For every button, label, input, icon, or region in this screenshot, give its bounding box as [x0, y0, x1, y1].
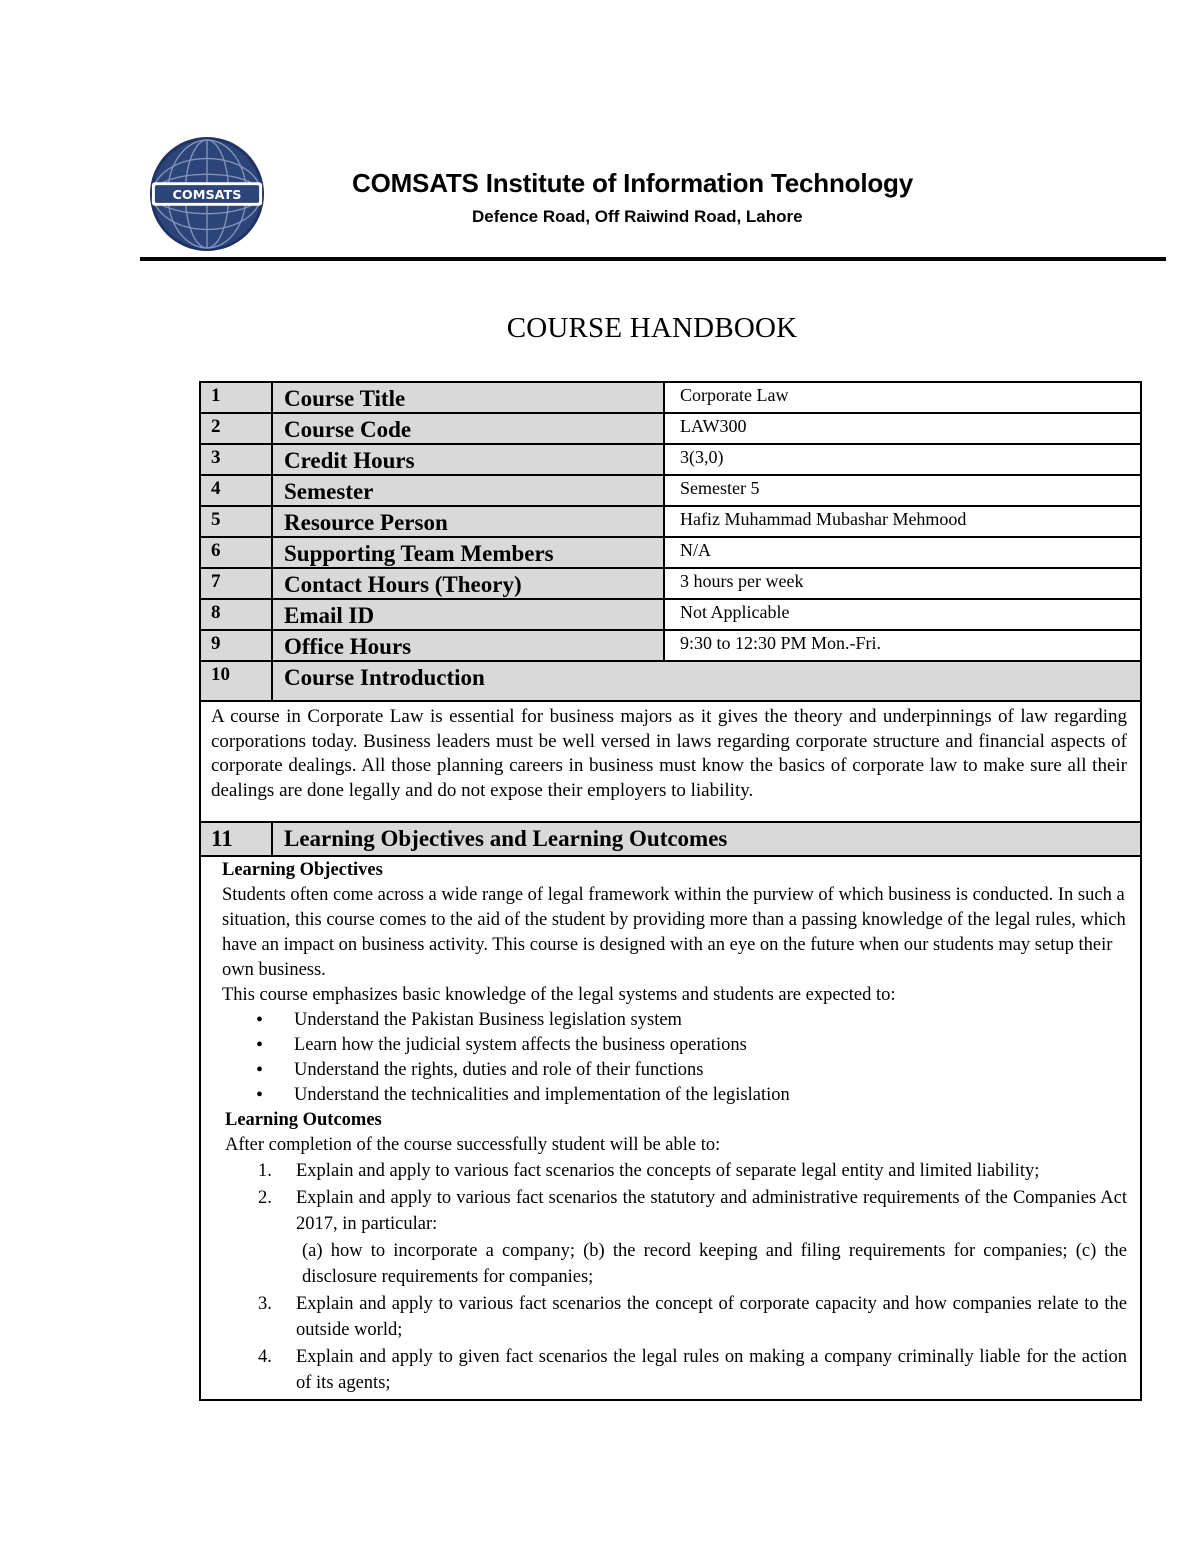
comsats-logo: [148, 135, 266, 253]
table-row: [200, 630, 1141, 661]
row-number: 2: [200, 413, 272, 444]
list-item: [258, 1344, 1127, 1397]
learning-content: [200, 856, 1141, 1400]
list-item: [258, 1185, 1127, 1291]
item-text: Explain and apply to various fact scenarios the statutory and administrative requirements of the Companies Act 2017, in particular:: [296, 1187, 1127, 1234]
item-text: Explain and apply to various fact scenarios the concepts of separate legal entity and limited liability;: [296, 1161, 1040, 1181]
course-introduction-heading: Course Introduction: [272, 661, 1141, 701]
contact-hours-label: Contact Hours (Theory): [272, 568, 664, 599]
contact-hours-value: 3 hours per week: [664, 568, 1141, 599]
table-row: [200, 444, 1141, 475]
resource-person-label: Resource Person: [272, 506, 664, 537]
page-header: [0, 0, 1200, 270]
introduction-row: [200, 701, 1141, 822]
section-number: 11: [200, 822, 272, 856]
table-row: [200, 568, 1141, 599]
course-code-value: LAW300: [664, 413, 1141, 444]
credit-hours-label: Credit Hours: [272, 444, 664, 475]
item-number: 2.: [258, 1187, 272, 1208]
table-row: [200, 537, 1141, 568]
list-item: • Learn how the judicial system affects the business operations: [256, 1033, 1127, 1058]
row-number: 7: [200, 568, 272, 599]
item-subtext: (a) how to incorporate a company; (b) the record keeping and filing requirements for companies; (c) the disclosure requirements for companies;: [302, 1240, 1127, 1287]
email-value: Not Applicable: [664, 599, 1141, 630]
item-text: Explain and apply to various fact scenarios the concept of corporate capacity and how companies relate to the outside world;: [296, 1293, 1127, 1340]
outcomes-subheading: Learning Outcomes: [225, 1110, 382, 1130]
section-number: 10: [200, 661, 272, 701]
header-divider: [140, 257, 1166, 261]
office-hours-value: 9:30 to 12:30 PM Mon.-Fri.: [664, 630, 1141, 661]
institution-name: COMSATS Institute of Information Technology: [352, 168, 913, 198]
objectives-list: [222, 1008, 1127, 1108]
logo-text: COMSATS: [172, 187, 242, 203]
table-row: [200, 413, 1141, 444]
document-title: COURSE HANDBOOK: [506, 312, 798, 344]
course-code-label: Course Code: [272, 413, 664, 444]
table-row: [200, 506, 1141, 537]
list-item: [258, 1158, 1127, 1185]
learning-row: [200, 856, 1141, 1400]
row-number: 9: [200, 630, 272, 661]
row-number: 6: [200, 537, 272, 568]
row-number: 3: [200, 444, 272, 475]
list-item: • Understand the rights, duties and role of their functions: [256, 1058, 1127, 1083]
table-row: [200, 599, 1141, 630]
item-number: 3.: [258, 1293, 272, 1314]
course-title-label: Course Title: [272, 382, 664, 413]
row-number: 8: [200, 599, 272, 630]
credit-hours-value: 3(3,0): [664, 444, 1141, 475]
course-title-value: Corporate Law: [664, 382, 1141, 413]
list-item: [258, 1291, 1127, 1344]
course-details-table: [199, 381, 1142, 1401]
email-label: Email ID: [272, 599, 664, 630]
semester-label: Semester: [272, 475, 664, 506]
institution-address: Defence Road, Off Raiwind Road, Lahore: [472, 207, 803, 226]
row-number: 1: [200, 382, 272, 413]
team-members-label: Supporting Team Members: [272, 537, 664, 568]
objectives-subheading: Learning Objectives: [222, 860, 383, 880]
objectives-lead: This course emphasizes basic knowledge of the legal systems and students are expected to:: [222, 985, 896, 1005]
table-row: [200, 475, 1141, 506]
course-introduction-text: A course in Corporate Law is essential for business majors as it gives the theory and underpinnings of law regarding corporations today. Business leaders must be well versed in laws regarding corporate structure and financial aspects of corporate dealings. All those planning careers in business must know the basics of corporate law to make sure all their dealings are done legally and do not expose their employers to liability.: [200, 701, 1141, 822]
row-number: 4: [200, 475, 272, 506]
table-row: [200, 382, 1141, 413]
outcomes-lead: After completion of the course successfully student will be able to:: [225, 1135, 721, 1155]
item-number: 1.: [258, 1161, 272, 1181]
resource-person-value: Hafiz Muhammad Mubashar Mehmood: [664, 506, 1141, 537]
list-item: • Understand the Pakistan Business legislation system: [256, 1008, 1127, 1033]
learning-objectives-heading: Learning Objectives and Learning Outcomes: [272, 822, 1141, 856]
section-header-row: [200, 661, 1141, 701]
semester-value: Semester 5: [664, 475, 1141, 506]
section-header-row: [200, 822, 1141, 856]
item-text: Explain and apply to given fact scenarios the legal rules on making a company criminally liable for the action of its agents;: [296, 1346, 1127, 1393]
office-hours-label: Office Hours: [272, 630, 664, 661]
row-number: 5: [200, 506, 272, 537]
item-number: 4.: [258, 1346, 272, 1367]
team-members-value: N/A: [664, 537, 1141, 568]
outcomes-list: [222, 1158, 1127, 1397]
objectives-paragraph: Students often come across a wide range of legal framework within the purview of which business is conducted. In such a situation, this course comes to the aid of the student by providing more than a passing knowledge of the legal rules, which have an impact on business activity. This course is designed with an eye on the future when our students may setup their own business.: [222, 885, 1126, 980]
list-item: • Understand the technicalities and implementation of the legislation: [256, 1083, 1127, 1108]
